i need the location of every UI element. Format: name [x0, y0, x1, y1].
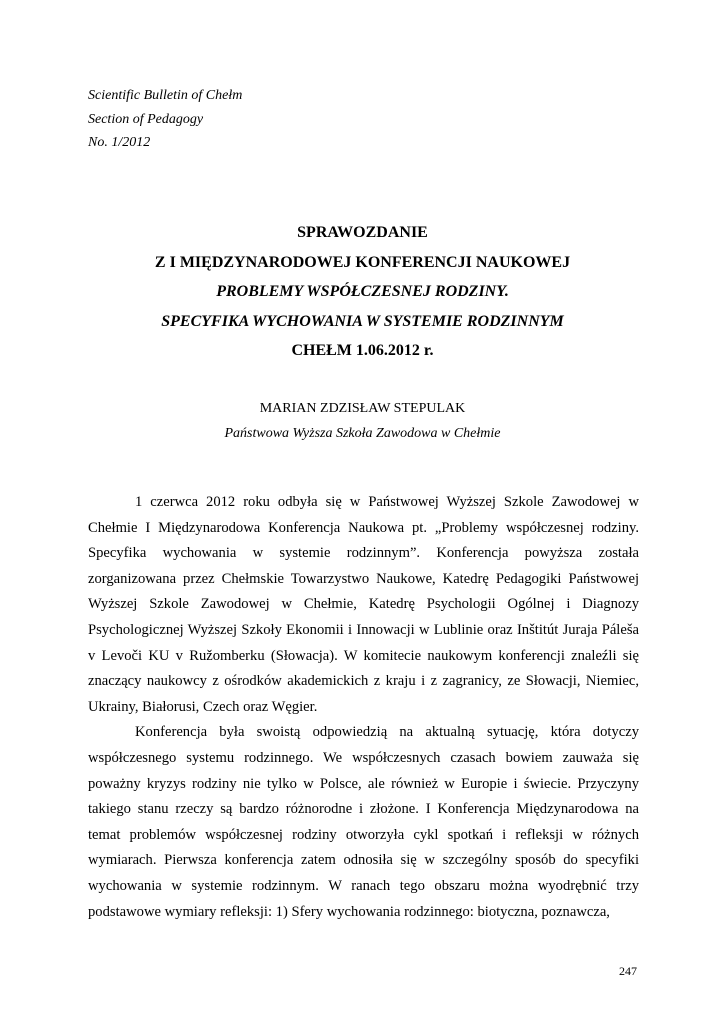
title-line-1: SPRAWOZDANIE	[297, 224, 428, 241]
paragraph-2: Konferencja była swoistą odpowiedzią na aktualną sytuację, która dotyczy współczesnego systemu rodzinnego. We współczesnych czasach bowiem zauważa się poważny kryzys rodziny nie tylko w Polsce, ale również w Europie i świecie. Przyczyny takiego stanu rzeczy są bardzo różnorodne i złożone. I Konferencja Międzynarodowa na temat problemów współczesnej rodziny otworzyła cykl spotkań i refleksji w różnych wymiarach. Pierwsza konferencja zatem odnosiła się w szczególny sposób do specyfiki wychowania w systemie rodzinnym. W ranach tego obszaru można wyodrębnić trzy podstawowe wymiary refleksji: 1) Sfery wychowania rodzinnego: biotyczna, poznawcza,	[88, 724, 639, 920]
journal-name: Scientific Bulletin of Chełm	[88, 88, 243, 103]
title-line-4: SPECYFIKA WYCHOWANIA W SYSTEMIE RODZINNYM	[161, 312, 564, 330]
paragraph-1: 1 czerwca 2012 roku odbyła się w Państwowej Wyższej Szkole Zawodowej w Chełmie I Międzynarodowa Konferencja Naukowa pt. „Problemy współczesnej rodziny. Specyfika wychowania w systemie rodzinnym”. Konferencja powyższa została zorganizowana przez Chełmskie Towarzystwo Naukowe, Katedrę Pedagogiki Państwowej Wyższej Szkole Zawodowej w Chełmie, Katedrę Psychologii Ogólnej i Diagnozy Psychologicznej Wyższej Szkoły Ekonomii i Innowacji w Lublinie oraz Inštitút Juraja Páleša v Levoči KU v Ružomberku (Słowacja). W komitecie naukowym konferencji znaleźli się znaczący naukowcy z ośrodków akademickich z kraju i z zagranicy, ze Słowacji, Niemiec, Ukrainy, Białorusi, Czech oraz Węgier.	[88, 494, 639, 715]
body-text	[88, 490, 639, 925]
journal-header	[88, 84, 242, 155]
author-name: MARIAN ZDZISŁAW STEPULAK	[259, 401, 466, 416]
title-line-3: PROBLEMY WSPÓŁCZESNEJ RODZINY.	[216, 283, 509, 300]
author-affiliation: Państwowa Wyższa Szkoła Zawodowa w Chełmie	[224, 426, 501, 441]
title-line-2: Z I MIĘDZYNARODOWEJ KONFERENCJI NAUKOWEJ	[154, 253, 571, 271]
page-number: 247	[619, 964, 637, 978]
journal-issue: No. 1/2012	[88, 135, 151, 150]
author-block	[0, 396, 725, 446]
journal-section: Section of Pedagogy	[88, 111, 204, 127]
title-line-5: CHEŁM 1.06.2012 r.	[291, 342, 434, 359]
report-title	[0, 218, 725, 366]
